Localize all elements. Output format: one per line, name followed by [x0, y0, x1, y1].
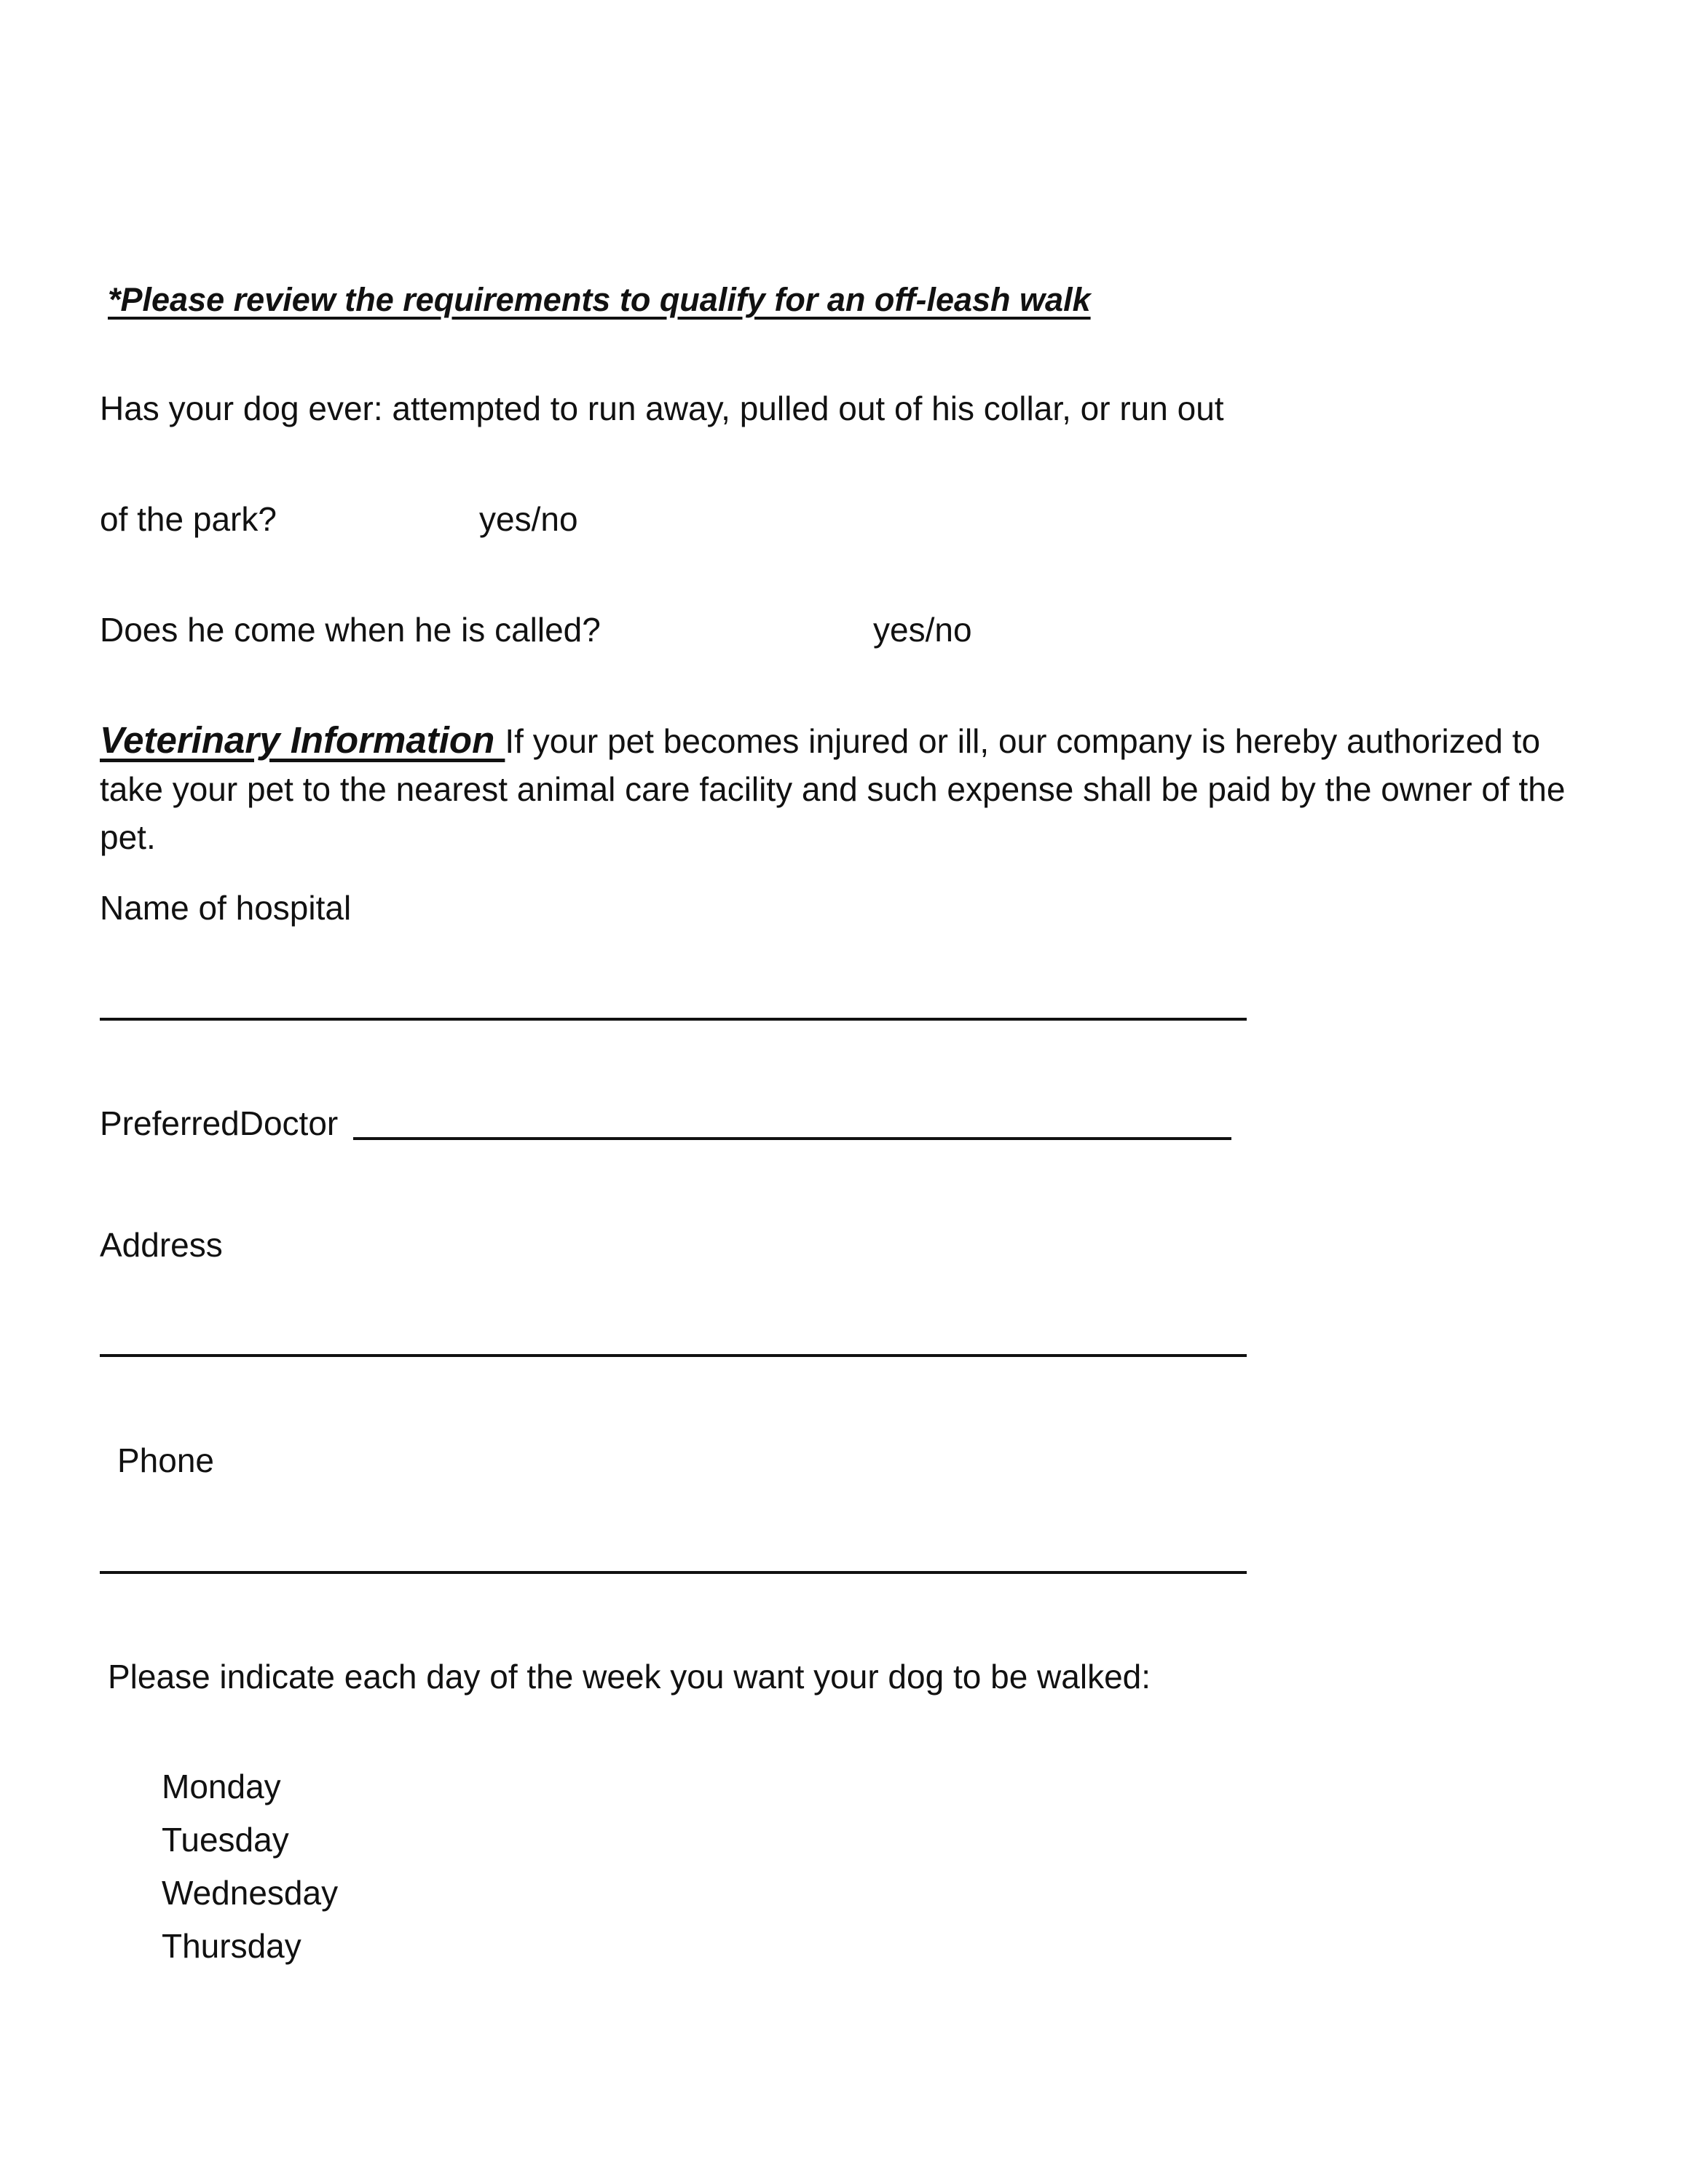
question-run-away-line2: of the park?	[100, 500, 277, 538]
schedule-prompt: Please indicate each day of the week you want your dog to be walked:	[108, 1658, 1151, 1696]
question-run-away-line1: Has your dog ever: attempted to run away, pulled out of his collar, or run out	[100, 389, 1224, 427]
veterinary-title: Veterinary Information	[100, 719, 505, 761]
doctor-field[interactable]	[353, 1137, 1231, 1140]
question-come-when-called: Does he come when he is called?	[100, 611, 601, 649]
phone-label: Phone	[117, 1441, 215, 1479]
phone-field[interactable]	[100, 1571, 1247, 1574]
come-when-called-yes-no[interactable]: yes/no	[873, 611, 972, 649]
run-away-yes-no[interactable]: yes/no	[479, 500, 578, 538]
veterinary-text: If your pet becomes injured or ill, our company is hereby authorized to take your pet to the nearest animal care facility and such expense shall be paid by the owner of the pet.	[100, 722, 1566, 856]
hospital-field[interactable]	[100, 1018, 1247, 1021]
day-monday[interactable]: Monday	[162, 1768, 281, 1805]
offleash-heading: *Please review the requirements to qualify for an off-leash walk	[108, 281, 1091, 318]
day-thursday[interactable]: Thursday	[162, 1927, 301, 1965]
address-field[interactable]	[100, 1354, 1247, 1357]
day-wednesday[interactable]: Wednesday	[162, 1874, 339, 1912]
veterinary-paragraph	[100, 716, 1600, 861]
hospital-label: Name of hospital	[100, 889, 352, 927]
day-tuesday[interactable]: Tuesday	[162, 1821, 289, 1859]
address-label: Address	[100, 1226, 223, 1264]
doctor-label: PreferredDoctor	[100, 1104, 339, 1142]
days-list	[162, 1760, 338, 1973]
